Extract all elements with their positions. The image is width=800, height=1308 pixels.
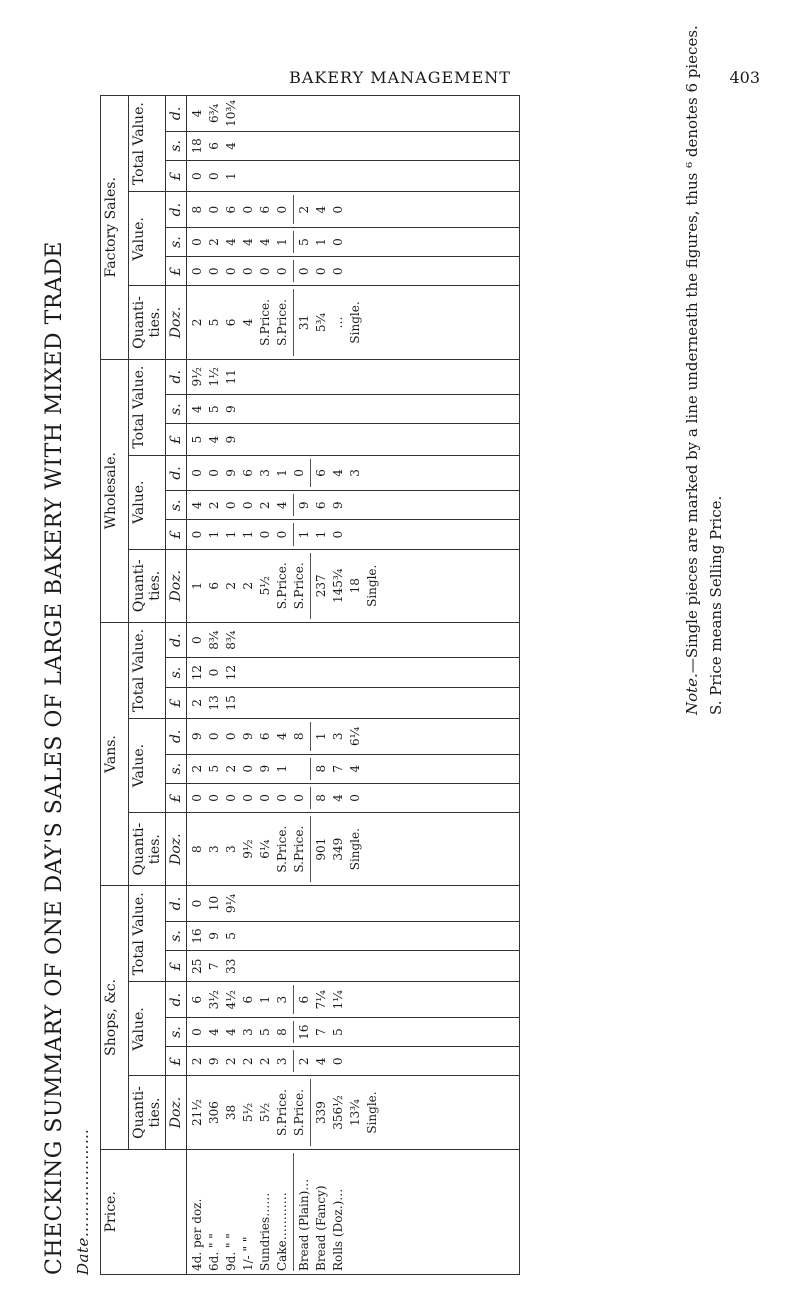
- table-cell-value: 1: [258, 995, 272, 1004]
- table-cell-value: 9: [224, 405, 238, 414]
- table-cell-value: 2: [258, 1057, 272, 1066]
- table-cell-value: 0: [190, 469, 204, 477]
- table-cell-value: 2: [207, 501, 221, 510]
- wholesale-header: Wholesale.: [101, 359, 129, 622]
- sales-summary-table: [100, 95, 520, 1275]
- wholesale-qty-header: Quanti-ties.: [129, 549, 166, 622]
- unit-l: £: [166, 520, 187, 549]
- table-cell-value: 2: [190, 318, 204, 327]
- table-cell-value: 6: [190, 995, 204, 1004]
- table-cell-value: 0: [331, 238, 345, 246]
- price-column: [187, 1149, 520, 1274]
- unit-d: d.: [166, 359, 187, 395]
- table-cell-value: 0: [190, 636, 204, 644]
- table-cell-value: 3: [241, 1028, 255, 1036]
- unit-l: £: [166, 424, 187, 455]
- table-cell-value: 9: [224, 469, 238, 477]
- table-cell-value: 4: [207, 1028, 221, 1036]
- factory-value-l: [187, 257, 520, 286]
- table-cell-value: 2: [190, 1057, 204, 1066]
- table-cell-value: 1: [297, 530, 311, 539]
- table-cell-value: 0: [190, 238, 204, 246]
- vans-header: Vans.: [101, 622, 129, 885]
- unit-s: s.: [166, 1017, 187, 1046]
- table-cell-value: 9: [331, 501, 345, 510]
- table-cell-value: 18: [190, 138, 204, 154]
- table-cell-value: 7: [331, 764, 345, 773]
- table-cell-value: 3½: [207, 990, 221, 1010]
- running-head: BAKERY MANAGEMENT: [289, 68, 511, 87]
- table-body-row: [187, 96, 520, 1275]
- factory-doz-unit: Doz.: [166, 286, 187, 359]
- factory-header: Factory Sales.: [101, 96, 129, 360]
- table-cell-value: 0: [331, 1057, 345, 1066]
- vans-value-d: [187, 719, 520, 755]
- table-cell-value: 9½: [241, 839, 255, 859]
- table-cell-value: 9: [297, 501, 311, 510]
- table-cell-value: 2: [258, 501, 272, 510]
- wholesale-value-d: [187, 455, 520, 491]
- factory-total-l: [187, 161, 520, 192]
- unit-l: £: [166, 783, 187, 812]
- unit-d: d.: [166, 719, 187, 755]
- table-cell-value: 0: [241, 267, 255, 276]
- table-cell-value: 0: [190, 530, 204, 539]
- table-cell-value: 6: [258, 732, 272, 741]
- table-cell-value: 0: [275, 794, 289, 802]
- table-cell-value: 18: [348, 578, 362, 594]
- table-cell-value: 3: [207, 845, 221, 853]
- table-cell-value: 0: [190, 267, 204, 276]
- wholesale-doz-unit: Doz.: [166, 549, 187, 622]
- table-cell-value: 4: [331, 794, 345, 802]
- wholesale-quantities: [187, 549, 520, 622]
- table-cell-value: Cake…………: [275, 1192, 289, 1271]
- table-cell-value: 0: [190, 899, 204, 908]
- unit-s: s.: [166, 754, 187, 783]
- table-cell-value: 6d. " ": [207, 1233, 221, 1271]
- table-cell-value: S.Price.: [275, 1089, 289, 1136]
- table-cell-value: Sundries……: [258, 1192, 272, 1271]
- table-cell-value: 6: [224, 318, 238, 327]
- table-cell-value: 339: [314, 1101, 328, 1124]
- table-cell-value: 0: [331, 530, 345, 539]
- table-cell-value: 9½: [190, 367, 204, 387]
- table-cell-value: 1/- " ": [241, 1236, 255, 1271]
- footnote-line-2: S. Price means Selling Price.: [707, 495, 725, 715]
- table-cell-value: 2: [241, 581, 255, 590]
- table-cell-value: S.Price.: [275, 299, 289, 346]
- table-cell-value: 1: [224, 172, 238, 181]
- table-cell-value: 5: [331, 1028, 345, 1036]
- table-cell-value: 0: [241, 794, 255, 802]
- table-cell-value: S.Price.: [292, 562, 306, 610]
- table-cell-value: 4: [275, 732, 289, 741]
- footnote-line-1: [680, 25, 704, 1275]
- table-cell-value: 0: [292, 794, 306, 802]
- unit-l: £: [166, 161, 187, 192]
- vans-value-l: [187, 783, 520, 812]
- vans-total-header: Total Value.: [129, 622, 166, 718]
- table-cell-value: 33: [224, 958, 238, 974]
- table-cell-value: 0: [275, 267, 289, 276]
- table-cell-value: 237: [314, 574, 328, 598]
- table-cell-value: 16: [297, 1024, 311, 1040]
- wholesale-value-s: [187, 491, 520, 520]
- table-cell-value: 0: [207, 267, 221, 276]
- table-cell-value: 5: [207, 405, 221, 414]
- unit-d: d.: [166, 886, 187, 922]
- table-cell-value: 0: [190, 172, 204, 181]
- table-cell-value: 13: [207, 695, 221, 711]
- unit-s: s.: [166, 921, 187, 950]
- table-cell-value: 1½: [207, 367, 221, 387]
- table-cell-value: 1: [275, 469, 289, 477]
- price-header: Price.: [101, 1149, 187, 1274]
- table-cell-value: 5½: [241, 1102, 255, 1123]
- table-cell-value: 9: [207, 1057, 221, 1066]
- table-cell-value: S.Price.: [258, 299, 272, 346]
- table-cell-value: 7: [314, 1028, 328, 1036]
- unit-d: d.: [166, 982, 187, 1018]
- shops-quantities: [187, 1076, 520, 1149]
- page-number: 403: [729, 68, 760, 87]
- wholesale-total-d: [187, 359, 520, 395]
- table-cell-value: 1: [314, 530, 328, 539]
- table-cell-value: 0: [241, 205, 255, 214]
- table-cell-value: 9¼: [224, 893, 238, 914]
- table-cell-value: 6: [297, 995, 311, 1004]
- table-cell-value: 0: [331, 205, 345, 214]
- table-cell-value: 8: [292, 732, 306, 741]
- shops-total-s: [187, 921, 520, 950]
- single-unit: Single.: [365, 564, 379, 607]
- shops-total-d: [187, 886, 520, 922]
- table-cell-value: 8: [190, 205, 204, 214]
- table-cell-value: 4: [348, 764, 362, 773]
- table-cell-value: 0: [207, 172, 221, 181]
- factory-qty-header: Quanti-ties.: [129, 286, 166, 359]
- table-cell-value: 6: [314, 469, 328, 477]
- table-cell-value: 0: [190, 1028, 204, 1036]
- table-cell-value: [291, 758, 308, 780]
- table-cell-value: 0: [224, 501, 238, 510]
- table-cell-value: 1¼: [331, 990, 345, 1010]
- vans-qty-header: Quanti-ties.: [129, 813, 166, 886]
- table-title: CHECKING SUMMARY OF ONE DAY'S SALES OF LARGE BAKERY WITH MIXED TRADE: [42, 241, 67, 1275]
- table-cell-value: Bread (Plain)…: [297, 1178, 311, 1271]
- table-cell-value: 3: [331, 732, 345, 741]
- table-cell-value: 11: [224, 369, 238, 385]
- table-cell-value: 9: [207, 932, 221, 940]
- table-cell-value: 9: [258, 764, 272, 773]
- table-cell-value: 0: [207, 205, 221, 214]
- vans-total-s: [187, 658, 520, 687]
- table-cell-value: 1: [241, 530, 255, 539]
- table-cell-value: 6¾: [207, 103, 221, 124]
- table-cell-value: 6: [314, 501, 328, 510]
- footnote-text: —Single pieces are marked by a line underneath the figures, thus ⁶ denotes 6 pieces.: [683, 25, 701, 674]
- table-cell-value: 6¼: [258, 839, 272, 859]
- table-cell-value: 5: [258, 1028, 272, 1036]
- sales-summary-table-wrap: [100, 95, 520, 1275]
- single-unit: Single.: [348, 301, 362, 344]
- table-cell-value: 0: [207, 732, 221, 741]
- table-cell-value: 6: [241, 995, 255, 1004]
- table-cell-value: 0: [331, 267, 345, 276]
- unit-l: £: [166, 257, 187, 286]
- table-cell-value: 0: [258, 794, 272, 802]
- table-cell-value: 4: [207, 435, 221, 444]
- factory-value-header: Value.: [129, 192, 166, 286]
- table-cell-value: 2: [297, 205, 311, 214]
- table-cell-value: 8¾: [224, 630, 238, 650]
- unit-l: £: [166, 1047, 187, 1076]
- wholesale-value-l: [187, 520, 520, 549]
- table-cell-value: 3: [224, 845, 238, 853]
- table-cell-value: 2: [190, 764, 204, 773]
- table-cell-value: 4: [275, 501, 289, 510]
- vans-total-d: [187, 622, 520, 658]
- table-cell-value: 9: [224, 435, 238, 444]
- unit-s: s.: [166, 395, 187, 424]
- table-cell-value: 2: [224, 1057, 238, 1066]
- table-cell-value: 4: [331, 469, 345, 477]
- table-cell-value: 0: [292, 469, 306, 477]
- table-cell-value: 4: [224, 142, 238, 150]
- table-cell-value: 3: [258, 469, 272, 477]
- table-cell-value: 1: [224, 530, 238, 539]
- table-cell-value: 2: [224, 764, 238, 773]
- table-cell-value: 5½: [258, 1102, 272, 1123]
- table-cell-value: 10¾: [224, 99, 238, 127]
- table-cell-value: 1: [314, 238, 328, 246]
- factory-value-s: [187, 227, 520, 256]
- table-cell-value: 4: [190, 109, 204, 118]
- table-cell-value: 6¼: [348, 726, 362, 746]
- table-cell-value: 9: [241, 732, 255, 741]
- table-cell-value: 0: [224, 267, 238, 276]
- table-cell-value: Rolls (Doz.)…: [331, 1188, 345, 1271]
- vans-doz-unit: Doz.: [166, 813, 187, 886]
- table-cell-value: 3: [348, 469, 362, 477]
- table-cell-value: 4½: [224, 990, 238, 1010]
- unit-d: d.: [166, 96, 187, 132]
- table-cell-value: 901: [314, 837, 328, 861]
- table-cell-value: 0: [241, 501, 255, 510]
- shops-total-l: [187, 951, 520, 982]
- table-cell-value: 4d. per doz.: [190, 1198, 204, 1271]
- wholesale-total-s: [187, 395, 520, 424]
- vans-quantities: [187, 813, 520, 886]
- table-cell-value: 0: [275, 205, 289, 214]
- table-cell-value: Bread (Fancy): [314, 1185, 328, 1271]
- table-cell-value: 4: [241, 238, 255, 246]
- table-cell-value: 0: [190, 794, 204, 802]
- table-cell-value: 6: [207, 581, 221, 590]
- unit-s: s.: [166, 491, 187, 520]
- factory-value-d: [187, 192, 520, 228]
- table-cell-value: 31: [297, 314, 311, 331]
- table-cell-value: 0: [207, 469, 221, 477]
- table-cell-value: 12: [190, 664, 204, 681]
- table-cell-value: 0: [258, 530, 272, 539]
- table-cell-value: 8: [190, 845, 204, 853]
- table-cell-value: 38: [224, 1104, 238, 1121]
- factory-total-header: Total Value.: [129, 96, 166, 192]
- unit-d: d.: [166, 192, 187, 228]
- wholesale-total-l: [187, 424, 520, 455]
- table-cell-value: 1: [275, 238, 289, 246]
- table-cell-value: 0: [258, 267, 272, 276]
- table-cell-value: 5: [224, 932, 238, 940]
- table-cell-value: 2: [224, 581, 238, 590]
- table-cell-value: 8: [275, 1028, 289, 1036]
- table-cell-value: 4: [190, 405, 204, 414]
- shops-value-header: Value.: [129, 982, 166, 1076]
- date-field: Date…………………: [74, 1128, 92, 1275]
- table-cell-value: 1: [207, 530, 221, 539]
- table-cell-value: 21½: [190, 1099, 204, 1126]
- table-cell-value: 13¾: [348, 1099, 362, 1126]
- table-cell-value: 2: [241, 1057, 255, 1066]
- table-cell-value: 8: [314, 764, 328, 773]
- table-cell-value: S.Price.: [292, 825, 306, 873]
- table-cell-value: 16: [190, 928, 204, 944]
- table-cell-value: 0: [224, 794, 238, 802]
- table-cell-value: 0: [314, 267, 328, 276]
- unit-s: s.: [166, 131, 187, 160]
- shops-total-header: Total Value.: [129, 886, 166, 982]
- table-cell-value: 1: [314, 732, 328, 741]
- table-cell-value: …: [331, 316, 345, 329]
- table-cell-value: 0: [224, 732, 238, 741]
- unit-l: £: [166, 951, 187, 982]
- table-cell-value: 4: [190, 501, 204, 510]
- table-cell-value: 7: [207, 962, 221, 971]
- table-cell-value: 2: [207, 238, 221, 246]
- table-cell-value: 4: [224, 238, 238, 246]
- shops-value-s: [187, 1017, 520, 1046]
- shops-value-d: [187, 982, 520, 1018]
- table-cell-value: 4: [224, 1028, 238, 1036]
- table-cell-value: 12: [224, 664, 238, 681]
- table-cell-value: 0: [241, 764, 255, 773]
- table-cell-value: 145¾: [331, 568, 345, 604]
- unit-s: s.: [166, 658, 187, 687]
- table-cell-value: 7¼: [314, 990, 328, 1010]
- factory-total-s: [187, 131, 520, 160]
- table-title-block: [42, 95, 92, 1275]
- table-cell-value: 3: [275, 995, 289, 1004]
- shops-value-l: [187, 1047, 520, 1076]
- table-cell-value: 5: [207, 764, 221, 773]
- shops-doz-unit: Doz.: [166, 1076, 187, 1149]
- single-unit: Single.: [365, 1091, 379, 1134]
- table-cell-value: S.Price.: [275, 562, 289, 610]
- vans-value-s: [187, 754, 520, 783]
- table-cell-value: 2: [190, 699, 204, 707]
- table-cell-value: 1: [190, 581, 204, 590]
- table-cell-value: 6: [224, 205, 238, 214]
- table-cell-value: 6: [258, 205, 272, 214]
- factory-quantities: [187, 286, 520, 359]
- table-cell-value: 25: [190, 958, 204, 974]
- wholesale-value-header: Value.: [129, 455, 166, 549]
- table-cell-value: 0: [297, 267, 311, 276]
- table-cell-value: 349: [331, 837, 345, 861]
- shops-qty-header: Quanti-ties.: [129, 1076, 166, 1149]
- vans-total-l: [187, 687, 520, 718]
- table-cell-value: 4: [241, 318, 255, 327]
- table-cell-value: 9d. " ": [224, 1233, 238, 1271]
- table-cell-value: S.Price.: [292, 1089, 306, 1136]
- table-cell-value: 5½: [258, 576, 272, 596]
- single-unit: Single.: [348, 828, 362, 871]
- footnote-lead: Note.: [683, 673, 701, 715]
- table-cell-value: 8: [314, 794, 328, 802]
- table-cell-value: 0: [207, 668, 221, 677]
- table-cell-value: 5: [190, 435, 204, 444]
- wholesale-total-header: Total Value.: [129, 359, 166, 455]
- table-cell-value: 0: [275, 530, 289, 539]
- table-cell-value: 356½: [331, 1095, 345, 1130]
- table-cell-value: 0: [207, 794, 221, 802]
- table-cell-value: 15: [224, 695, 238, 711]
- vans-value-header: Value.: [129, 719, 166, 813]
- table-cell-value: 6: [241, 469, 255, 477]
- table-cell-value: 4: [258, 238, 272, 246]
- table-cell-value: 1: [275, 764, 289, 773]
- factory-total-d: [187, 96, 520, 132]
- table-cell-value: 3: [275, 1057, 289, 1066]
- table-cell-value: 4: [314, 1057, 328, 1066]
- table-cell-value: 10: [207, 895, 221, 912]
- table-cell-value: 2: [297, 1057, 311, 1066]
- table-cell-value: 8¾: [207, 630, 221, 650]
- table-cell-value: 5: [297, 238, 311, 246]
- unit-d: d.: [166, 455, 187, 491]
- table-cell-value: 6: [207, 142, 221, 150]
- table-cell-value: 4: [314, 205, 328, 214]
- table-cell-value: 306: [207, 1101, 221, 1124]
- table-cell-value: S.Price.: [275, 825, 289, 873]
- unit-d: d.: [166, 622, 187, 658]
- unit-s: s.: [166, 227, 187, 256]
- shops-header: Shops, &c.: [101, 886, 129, 1149]
- table-cell-value: 5¾: [314, 312, 328, 333]
- table-cell-value: 9: [190, 732, 204, 741]
- table-cell-value: 0: [348, 794, 362, 802]
- table-cell-value: 5: [207, 318, 221, 327]
- unit-l: £: [166, 687, 187, 718]
